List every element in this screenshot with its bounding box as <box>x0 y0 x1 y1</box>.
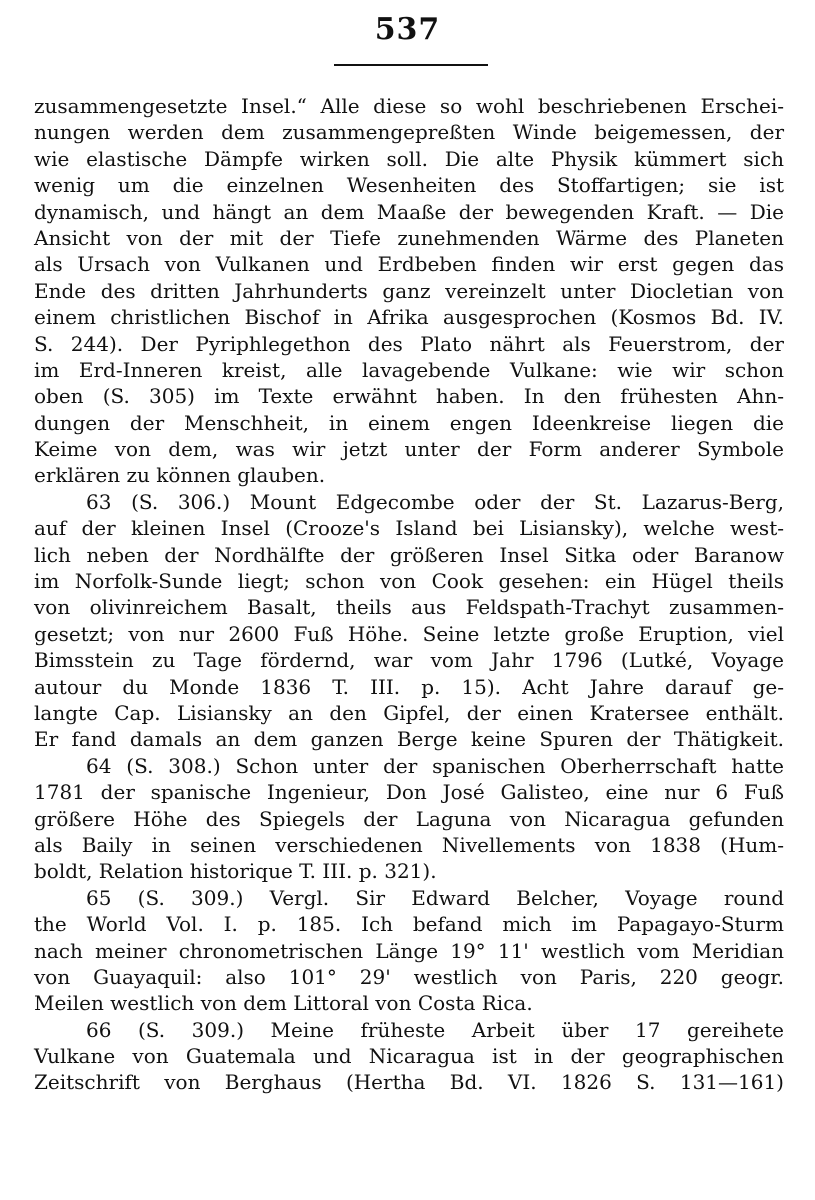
footnote-66-start: 66 (S. 309.) Meine früheste Arbeit über 17 gereihete <box>86 1017 784 1042</box>
text-line: Ansicht von der mit der Tiefe zunehmenden Wärme des Planeten <box>34 225 784 250</box>
text-line: lich neben der Nordhälfte der größeren Insel Sitka oder Baranow <box>34 542 784 567</box>
text-line: nach meiner chronometrischen Länge 19° 11' westlich vom Meridian <box>34 938 784 963</box>
footnote-64-start: 64 (S. 308.) Schon unter der spanischen Oberherrschaft hatte <box>86 753 784 778</box>
footnote-63-start: 63 (S. 306.) Mount Edgecombe oder der St. Lazarus-Berg, <box>86 489 784 514</box>
text-line: Vulkane von Guatemala und Nicaragua ist in der geographischen <box>34 1044 784 1069</box>
text-line: S. 244). Der Pyriphlegethon des Plato nährt als Feuerstrom, der <box>34 331 784 356</box>
page-number: 537 <box>374 12 441 47</box>
text-line: langte Cap. Lisiansky an den Gipfel, der einen Kratersee enthält. <box>34 700 784 725</box>
text-line: von Guayaquil: also 101° 29' westlich von Paris, 220 geogr. <box>34 964 784 989</box>
text-line: 1781 der spanische Ingenieur, Don José Galisteo, eine nur 6 Fuß <box>34 780 784 805</box>
text-line: Meilen westlich von dem Littoral von Costa Rica. <box>34 991 533 1016</box>
text-line: im Erd-Inneren kreist, alle lavagebende Vulkane: wie wir schon <box>34 357 784 382</box>
text-line: auf der kleinen Insel (Crooze's Island bei Lisiansky), welche west- <box>34 516 784 541</box>
text-line: dungen der Menschheit, in einem engen Ideenkreise liegen die <box>34 410 784 435</box>
text-line: nungen werden dem zusammengepreßten Winde beigemessen, der <box>34 120 784 145</box>
text-line: erklären zu können glauben. <box>34 463 326 488</box>
text-line: dynamisch, und hängt an dem Maaße der bewegenden Kraft. — Die <box>34 199 784 224</box>
text-line: boldt, Relation historique T. III. p. 321). <box>34 859 437 884</box>
text-line: Ende des dritten Jahrhunderts ganz vereinzelt unter Diocletian von <box>34 278 784 303</box>
text-line: Keime von dem, was wir jetzt unter der Form anderer Symbole <box>34 437 784 462</box>
text-line: wenig um die einzelnen Wesenheiten des Stoffartigen; sie ist <box>34 173 784 198</box>
text-line: im Norfolk-Sunde liegt; schon von Cook gesehen: ein Hügel theils <box>34 569 784 594</box>
text-line: autour du Monde 1836 T. III. p. 15). Acht Jahre darauf ge- <box>34 674 784 699</box>
text-line: größere Höhe des Spiegels der Laguna von Nicaragua gefunden <box>34 806 784 831</box>
text-line: Er fand damals an dem ganzen Berge keine Spuren der Thätigkeit. <box>34 727 784 752</box>
header-rule <box>334 64 488 66</box>
text-line: einem christlichen Bischof in Afrika ausgesprochen (Kosmos Bd. IV. <box>34 305 784 330</box>
text-line: als Ursach von Vulkanen und Erdbeben finden wir erst gegen das <box>34 252 784 277</box>
text-line: von olivinreichem Basalt, theils aus Feldspath-Trachyt zusammen- <box>34 595 784 620</box>
text-line: the World Vol. I. p. 185. Ich befand mich im Papagayo-Sturm <box>34 912 784 937</box>
footnote-65-start: 65 (S. 309.) Vergl. Sir Edward Belcher, Voyage round <box>86 885 784 910</box>
text-line: oben (S. 305) im Texte erwähnt haben. In den frühesten Ahn- <box>34 384 784 409</box>
text-line: Zeitschrift von Berghaus (Hertha Bd. VI. 1826 S. 131—161) <box>34 1070 784 1095</box>
text-line: Bimsstein zu Tage fördernd, war vom Jahr 1796 (Lutké, Voyage <box>34 648 784 673</box>
text-line: gesetzt; von nur 2600 Fuß Höhe. Seine letzte große Eruption, viel <box>34 621 784 646</box>
text-line: als Baily in seinen verschiedenen Nivellements von 1838 (Hum- <box>34 832 784 857</box>
text-line: zusammengesetzte Insel.“ Alle diese so wohl beschriebenen Erschei- <box>34 94 784 118</box>
body-text <box>34 93 784 1096</box>
text-line: wie elastische Dämpfe wirken soll. Die alte Physik kümmert sich <box>34 146 784 171</box>
